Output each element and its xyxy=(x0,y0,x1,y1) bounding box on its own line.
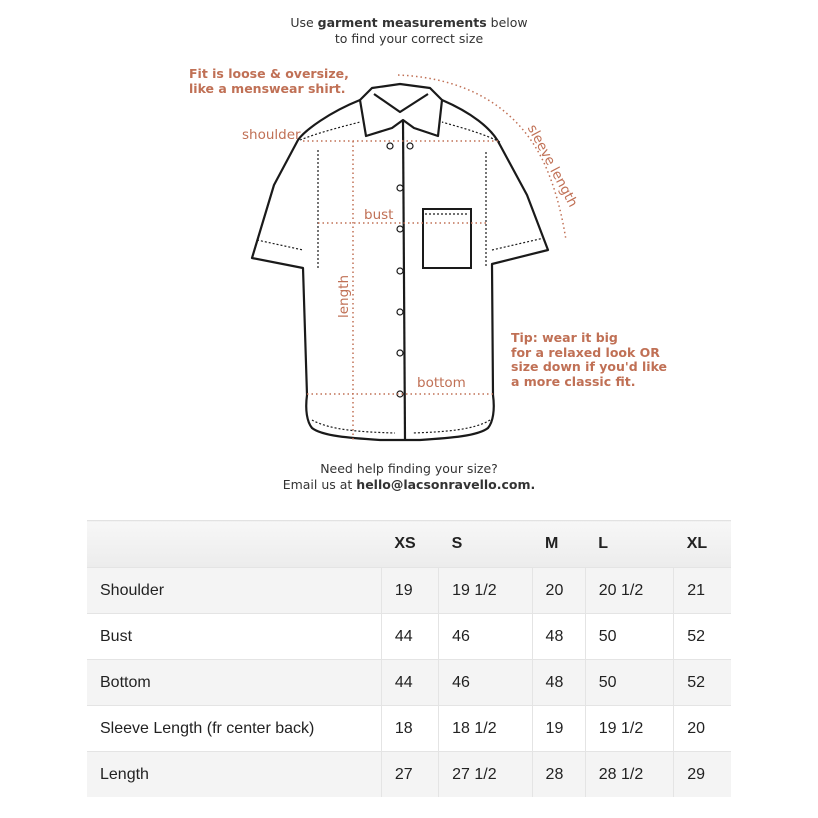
button-icon xyxy=(397,226,403,232)
table-cell: 52 xyxy=(674,614,731,660)
table-cell: 29 xyxy=(674,752,731,798)
header-cell-s: S xyxy=(439,521,532,568)
table-cell: 19 xyxy=(381,568,438,614)
table-row xyxy=(87,706,731,752)
tip-note-line-4: a more classic fit. xyxy=(511,373,636,389)
table-cell: 50 xyxy=(585,660,673,706)
button-icon xyxy=(397,185,403,191)
table-cell: 48 xyxy=(532,614,585,660)
table-cell: 52 xyxy=(674,660,731,706)
shoulder-label: shoulder xyxy=(242,127,301,143)
button-icon xyxy=(387,143,393,149)
table-cell: 28 1/2 xyxy=(585,752,673,798)
row-label: Length xyxy=(87,752,381,798)
intro-bold: garment measurements xyxy=(317,15,487,30)
header-cell-xs: XS xyxy=(381,521,438,568)
bust-label: bust xyxy=(364,207,394,223)
tip-note-line-2: for a relaxed look OR xyxy=(511,344,660,360)
table-cell: 44 xyxy=(381,614,438,660)
table-cell: 20 xyxy=(674,706,731,752)
intro-suffix: below xyxy=(486,15,528,30)
help-email-link[interactable]: hello@lacsonravello.com. xyxy=(356,477,536,492)
button-icon xyxy=(397,268,403,274)
help-line-2 xyxy=(0,477,818,493)
table-cell: 20 1/2 xyxy=(585,568,673,614)
length-label: length xyxy=(336,274,352,318)
fit-note-line-1: Fit is loose & oversize, xyxy=(189,66,349,81)
button-icon xyxy=(407,143,413,149)
table-cell: 44 xyxy=(381,660,438,706)
table-cell: 50 xyxy=(585,614,673,660)
header-cell-xl: XL xyxy=(674,521,731,568)
table-cell: 21 xyxy=(674,568,731,614)
buttons xyxy=(387,143,413,397)
help-email-prefix: Email us at xyxy=(282,477,357,492)
size-chart-table xyxy=(87,520,731,797)
table-cell: 19 xyxy=(532,706,585,752)
table-cell: 19 1/2 xyxy=(439,568,532,614)
header-cell-empty xyxy=(87,521,381,568)
table-row xyxy=(87,568,731,614)
table-row xyxy=(87,752,731,798)
table-cell: 48 xyxy=(532,660,585,706)
tip-note xyxy=(511,331,667,389)
sleeve-length-label: sleeve length xyxy=(523,122,581,210)
tip-note-line-3: size down if you'd like xyxy=(511,359,668,374)
row-label: Sleeve Length (fr center back) xyxy=(87,706,381,752)
table-cell: 20 xyxy=(532,568,585,614)
table-cell: 27 xyxy=(381,752,438,798)
fit-note-line-2: like a menswear shirt. xyxy=(189,80,346,96)
help-line-1: Need help finding your size? xyxy=(320,461,498,476)
row-label: Bottom xyxy=(87,660,381,706)
table-row xyxy=(87,614,731,660)
row-label: Bust xyxy=(87,614,381,660)
header-cell-m: M xyxy=(532,521,585,568)
table-cell: 18 1/2 xyxy=(439,706,532,752)
button-icon xyxy=(397,350,403,356)
shirt-details xyxy=(257,122,544,433)
intro-line-2: to find your correct size xyxy=(334,31,484,46)
table-cell: 19 1/2 xyxy=(585,706,673,752)
help-text xyxy=(0,461,818,493)
table-cell: 28 xyxy=(532,752,585,798)
table-cell: 46 xyxy=(439,614,532,660)
chest-pocket xyxy=(423,209,471,268)
row-label: Shoulder xyxy=(87,568,381,614)
table-cell: 27 1/2 xyxy=(439,752,532,798)
tip-note-line-1: Tip: wear it big xyxy=(511,330,618,345)
table-header-row xyxy=(87,521,731,568)
table-cell: 18 xyxy=(381,706,438,752)
button-icon xyxy=(397,309,403,315)
bottom-label: bottom xyxy=(417,375,466,391)
intro-prefix: Use xyxy=(290,15,318,30)
header-cell-l: L xyxy=(585,521,673,568)
table-row xyxy=(87,660,731,706)
table-cell: 46 xyxy=(439,660,532,706)
